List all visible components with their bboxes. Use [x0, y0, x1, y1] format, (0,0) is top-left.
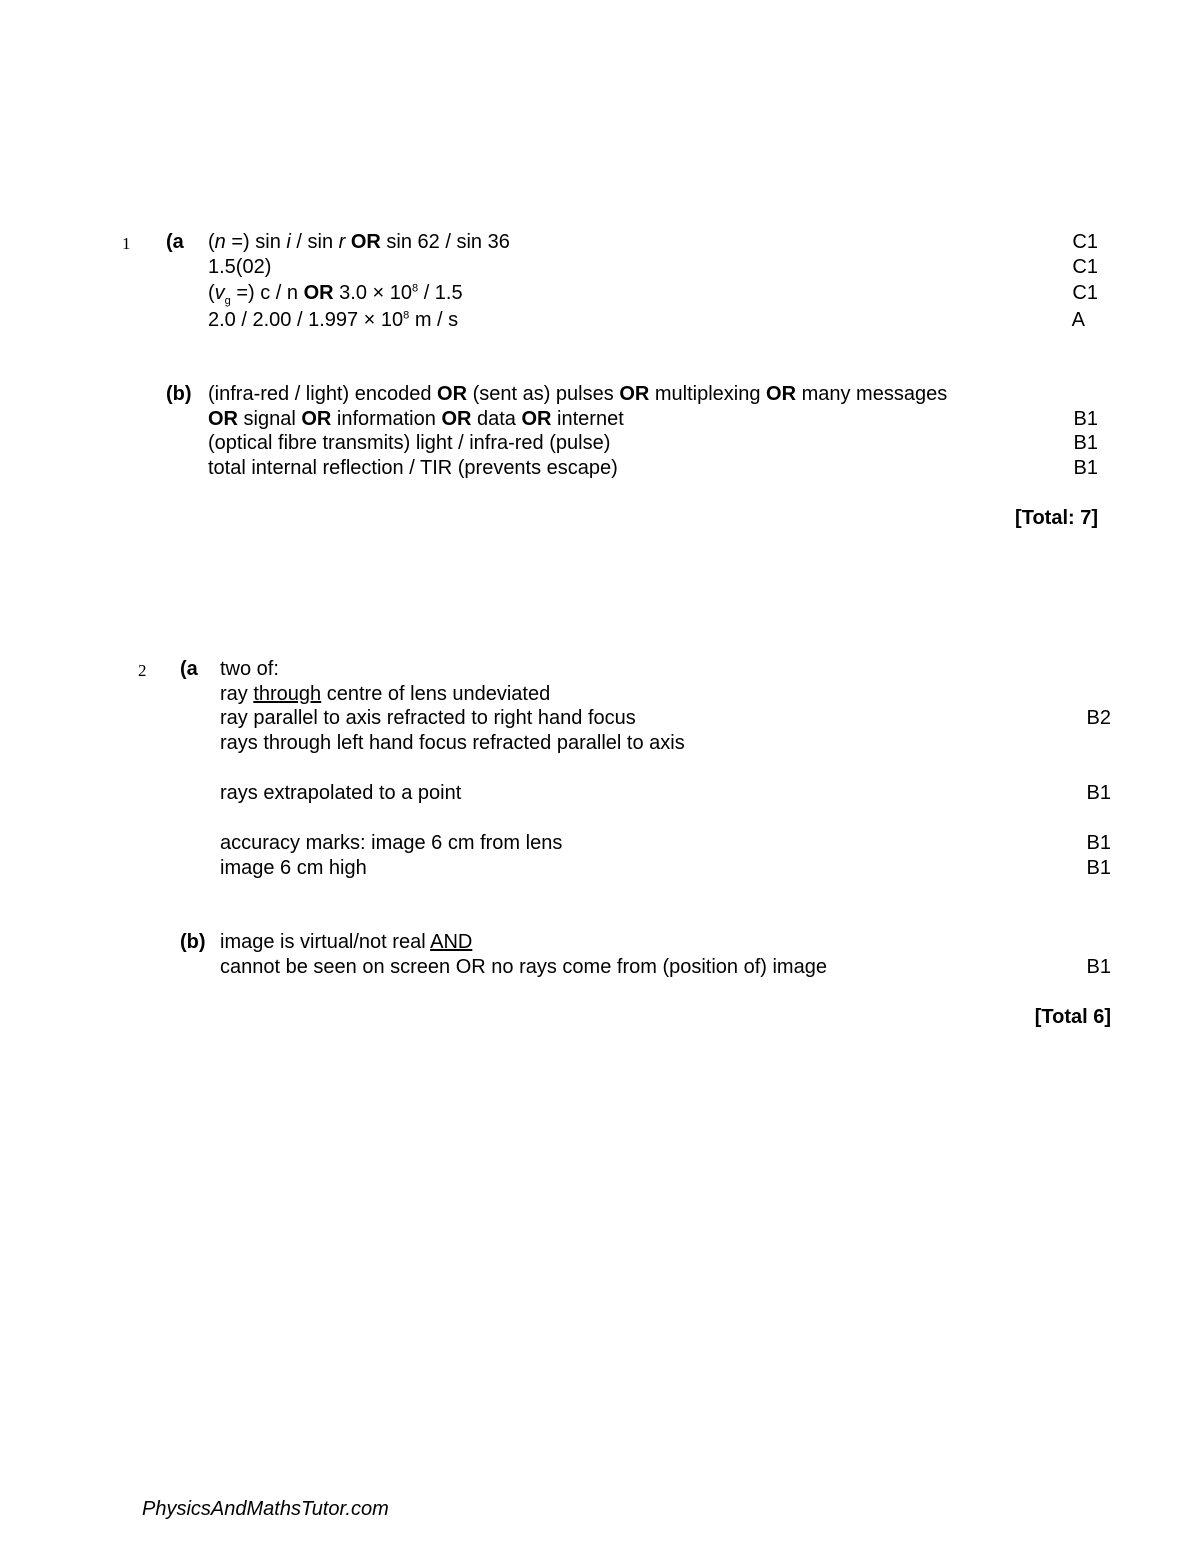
- text-segment: data: [471, 408, 522, 430]
- q1b-mark-3: B1: [1073, 432, 1098, 454]
- text-segment: sin 62 / sin 36: [380, 231, 510, 253]
- text-segment: information: [331, 408, 442, 430]
- q1-part-a-label: (a: [166, 231, 184, 253]
- q1b-mark-2: B1: [1073, 408, 1098, 430]
- text-segment: m / s: [409, 309, 459, 331]
- text-segment: OR: [441, 408, 472, 430]
- text-segment: two of:: [220, 658, 279, 680]
- text-segment: 3.0 × 10: [333, 282, 413, 304]
- text-segment: OR: [437, 383, 468, 405]
- text-segment: ray parallel to axis refracted to right hand focus: [220, 707, 636, 729]
- q1-total: [Total: 7]: [1015, 507, 1098, 529]
- q1b-line-4: [208, 456, 618, 480]
- text-segment: i: [286, 231, 291, 253]
- question-1-number: 1: [122, 234, 131, 253]
- text-segment: (optical fibre transmits) light / infra-red (pulse): [208, 432, 611, 454]
- text-segment: / sin: [290, 231, 339, 253]
- q2a-line-4: [220, 731, 685, 755]
- text-segment: image is virtual/not real: [220, 931, 431, 953]
- text-segment: 8: [403, 309, 410, 322]
- text-segment: 8: [412, 282, 419, 295]
- text-segment: g: [224, 295, 231, 307]
- q2a-line-5: [220, 781, 461, 805]
- q2b-line-2: [220, 955, 827, 979]
- q2-part-b-label: (b): [180, 931, 206, 953]
- text-segment: centre of lens undeviated: [321, 683, 551, 705]
- text-segment: 2.0 / 2.00 / 1.997 × 10: [208, 309, 404, 331]
- q2a-mark-7: B1: [1086, 857, 1111, 879]
- q1a-mark-2: C1: [1072, 256, 1098, 278]
- q1b-line-3: [208, 431, 610, 455]
- q2a-line-7: [220, 856, 367, 880]
- q2-part-a-label: (a: [180, 658, 198, 680]
- q2b-line-1: [220, 930, 472, 954]
- text-segment: v: [214, 282, 225, 304]
- text-segment: OR: [619, 383, 650, 405]
- text-segment: OR: [301, 408, 332, 430]
- q2a-mark-3: B2: [1086, 707, 1111, 729]
- q2a-line-3: [220, 706, 636, 730]
- footer-site-name: PhysicsAndMathsTutor.com: [142, 1498, 389, 1520]
- text-segment: rays extrapolated to a point: [220, 782, 462, 804]
- q1-part-b-label: (b): [166, 383, 192, 405]
- question-2-number: 2: [138, 661, 147, 680]
- text-segment: 1.5(02): [208, 256, 272, 278]
- q2b-mark-2: B1: [1086, 956, 1111, 978]
- q2-total: [Total 6]: [1034, 1006, 1111, 1028]
- text-segment: OR: [303, 282, 334, 304]
- text-segment: =) c / n: [230, 282, 304, 304]
- q1a-mark-1: C1: [1072, 231, 1098, 253]
- text-segment: total internal reflection / TIR (prevents escape): [208, 457, 618, 479]
- q1a-line-3: [208, 281, 463, 305]
- q1a-mark-3: C1: [1072, 282, 1098, 304]
- text-segment: through: [253, 683, 322, 705]
- q2a-line-2: [220, 682, 550, 706]
- text-segment: r: [338, 231, 346, 253]
- text-segment: =) sin: [225, 231, 287, 253]
- text-segment: OR: [208, 408, 238, 430]
- q2a-mark-6: B1: [1086, 832, 1111, 854]
- text-segment: OR: [521, 408, 552, 430]
- text-segment: (infra-red / light) encoded: [208, 383, 438, 405]
- text-segment: rays through left hand focus refracted parallel to axis: [220, 732, 685, 754]
- text-segment: / 1.5: [418, 282, 463, 304]
- q1b-mark-4: B1: [1073, 457, 1098, 479]
- q1a-line-4: [208, 308, 458, 332]
- text-segment: (sent as) pulses: [467, 383, 620, 405]
- text-segment: OR: [350, 231, 381, 253]
- text-segment: accuracy marks: image 6 cm from lens: [220, 832, 563, 854]
- text-segment: signal: [238, 408, 302, 430]
- q1b-line-2: [208, 407, 624, 431]
- text-segment: n: [214, 231, 226, 253]
- q2a-line-1: [220, 657, 279, 681]
- q1a-line-2: [208, 255, 271, 279]
- text-segment: ray: [220, 683, 254, 705]
- text-segment: many messages: [796, 383, 948, 405]
- q1a-mark-4: A: [1071, 309, 1085, 331]
- text-segment: cannot be seen on screen OR no rays come from (position of) image: [220, 956, 827, 978]
- q2a-line-6: [220, 831, 562, 855]
- text-segment: internet: [551, 408, 624, 430]
- text-segment: multiplexing: [649, 383, 767, 405]
- q2a-mark-5: B1: [1086, 782, 1111, 804]
- q1a-line-1: [208, 230, 510, 254]
- text-segment: (: [208, 231, 215, 253]
- text-segment: (: [208, 282, 215, 304]
- text-segment: image 6 cm high: [220, 857, 367, 879]
- text-segment: AND: [430, 931, 473, 953]
- text-segment: OR: [766, 383, 797, 405]
- q1b-line-1: [208, 382, 947, 406]
